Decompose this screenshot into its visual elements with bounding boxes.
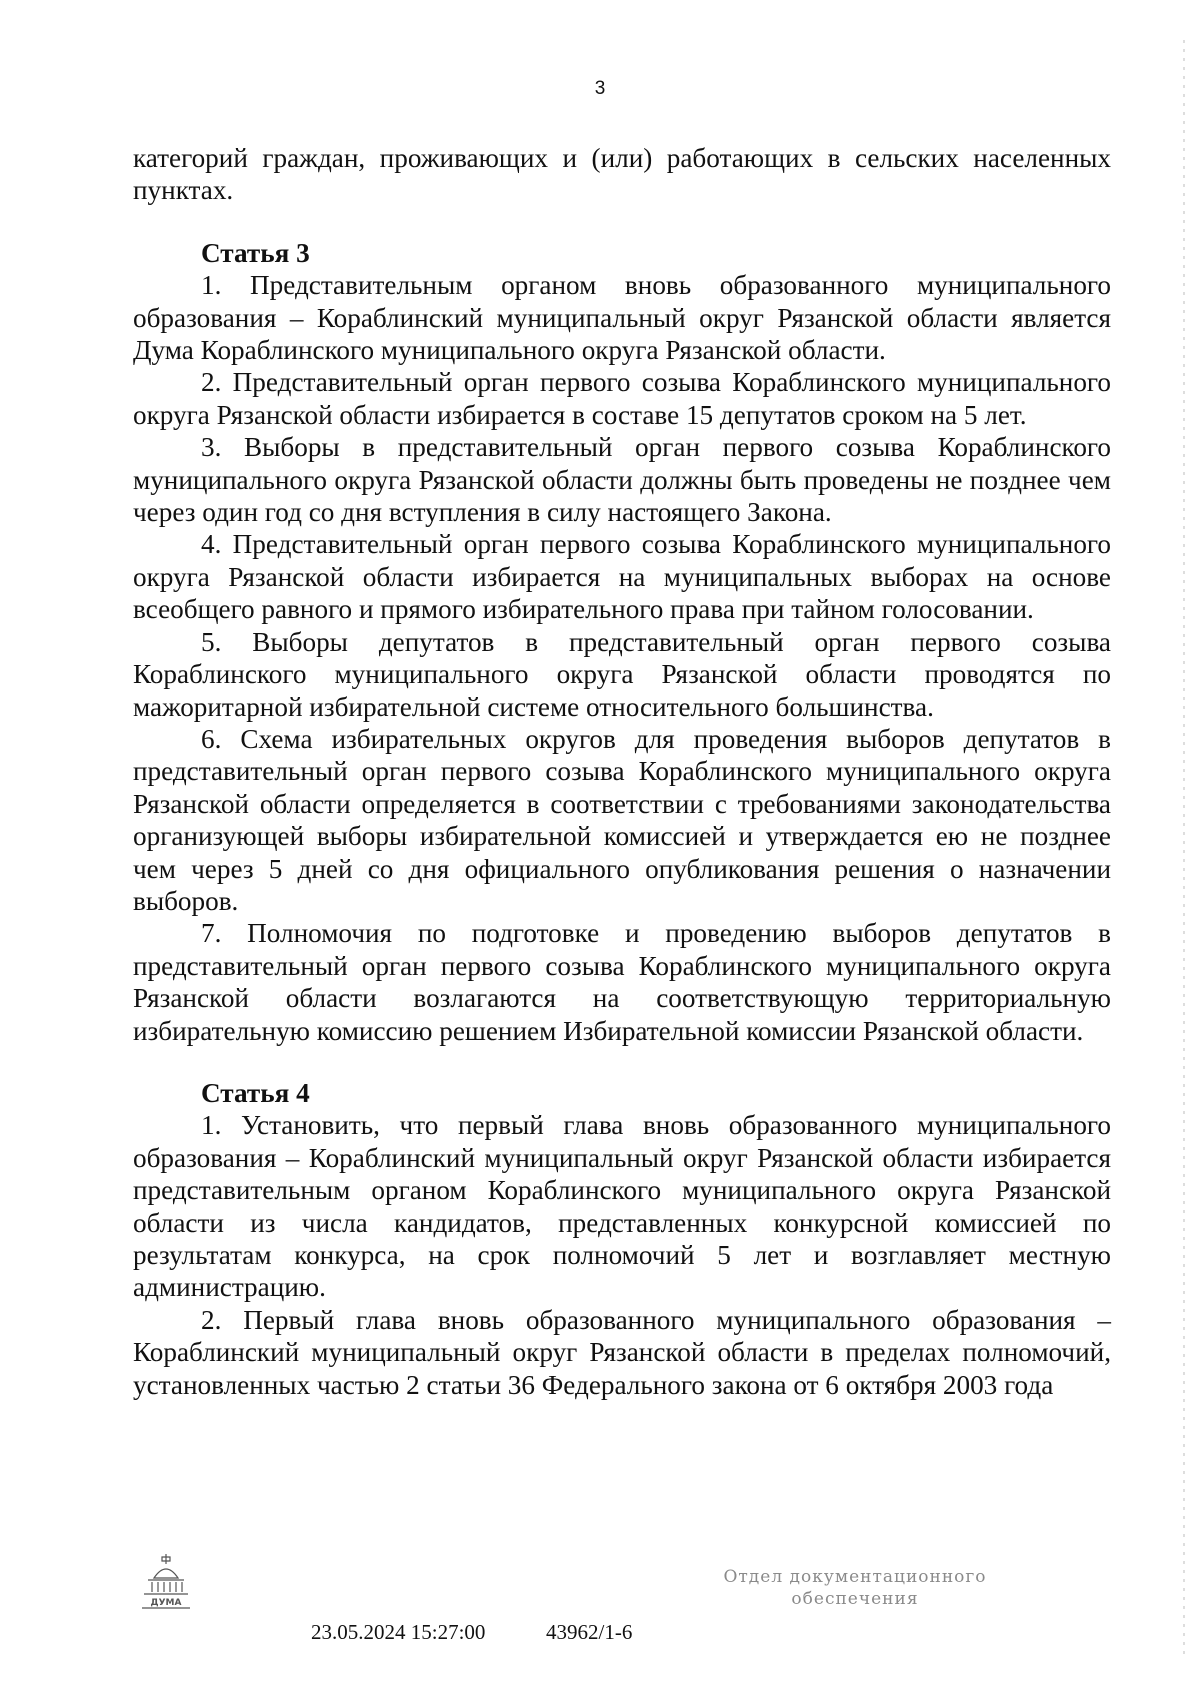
intro-paragraph: категорий граждан, проживающих и (или) работающих в сельских населенных пунктах. (133, 143, 1111, 206)
registration-number: 43962/1-6 (546, 1620, 633, 1644)
article-3-heading: Статья 3 (201, 237, 310, 268)
article-3-item-1: 1. Представительным органом вновь образованного муниципального образования – Кораблинский муниципальный округ Рязанской области является Дума Кораблинского муниципального округа Рязанской области. (133, 270, 1111, 366)
article-4-heading: Статья 4 (201, 1077, 310, 1108)
duma-logo-icon (140, 1552, 192, 1612)
article-3-item-6: 6. Схема избирательных округов для проведения выборов депутатов в представительный орган первого созыва Кораблинского муниципального округа Рязанской области определяется в соответствии с требованиями законодательства организующей выборы избирательной комиссией и утверждается ею не позднее чем через 5 дней со дня официального опубликования решения о назначении выборов. (133, 723, 1111, 916)
article-3-item-3: 3. Выборы в представительный орган первого созыва Кораблинского муниципального округа Рязанской области должны быть проведены не позднее чем через один год со дня вступления в силу настоящего Закона. (133, 432, 1111, 528)
article-4-item-1: 1. Установить, что первый глава вновь образованного муниципального образования – Кораблинский муниципальный округ Рязанской области избирается представительным органом Кораблинского муниципального округа Рязанской области из числа кандидатов, представленных конкурсной комиссией по результатам конкурса, на срок полномочий 5 лет и возглавляет местную администрацию. (133, 1110, 1111, 1303)
page-number: 3 (594, 78, 606, 99)
article-4-item-2: 2. Первый глава вновь образованного муниципального образования – Кораблинский муниципальный округ Рязанской области в пределах полномочий, установленных частью 2 статьи 36 Федерального закона от 6 октября 2003 года (133, 1304, 1111, 1400)
article-3-item-5: 5. Выборы депутатов в представительный орган первого созыва Кораблинского муниципального округа Рязанской области проводятся по мажоритарной избирательной системе относительного большинства. (133, 626, 1111, 722)
article-3-item-4: 4. Представительный орган первого созыва Кораблинского муниципального округа Рязанской области избирается на муниципальных выборах на основе всеобщего равного и прямого избирательного права при тайном голосовании. (133, 529, 1111, 625)
registration-date: 23.05.2024 15:27:00 (311, 1620, 486, 1644)
department-stamp-line-2: обеспечения (791, 1589, 919, 1609)
article-3-item-7: 7. Полномочия по подготовке и проведению выборов депутатов в представительный орган первого созыва Кораблинского муниципального округа Рязанской области возлагаются на соответствующую территориальную избирательную комиссию решением Избирательной комиссии Рязанской области. (133, 918, 1111, 1046)
department-stamp (690, 1566, 1020, 1610)
scan-edge-artifact (1183, 40, 1185, 1660)
department-stamp-line-1: Отдел документационного (723, 1567, 987, 1587)
article-3-item-2: 2. Представительный орган первого созыва Кораблинского муниципального округа Рязанской области избирается в составе 15 депутатов сроком на 5 лет. (133, 367, 1111, 430)
logo-text: ДУМА (150, 1598, 182, 1608)
document-body (133, 142, 1111, 1401)
